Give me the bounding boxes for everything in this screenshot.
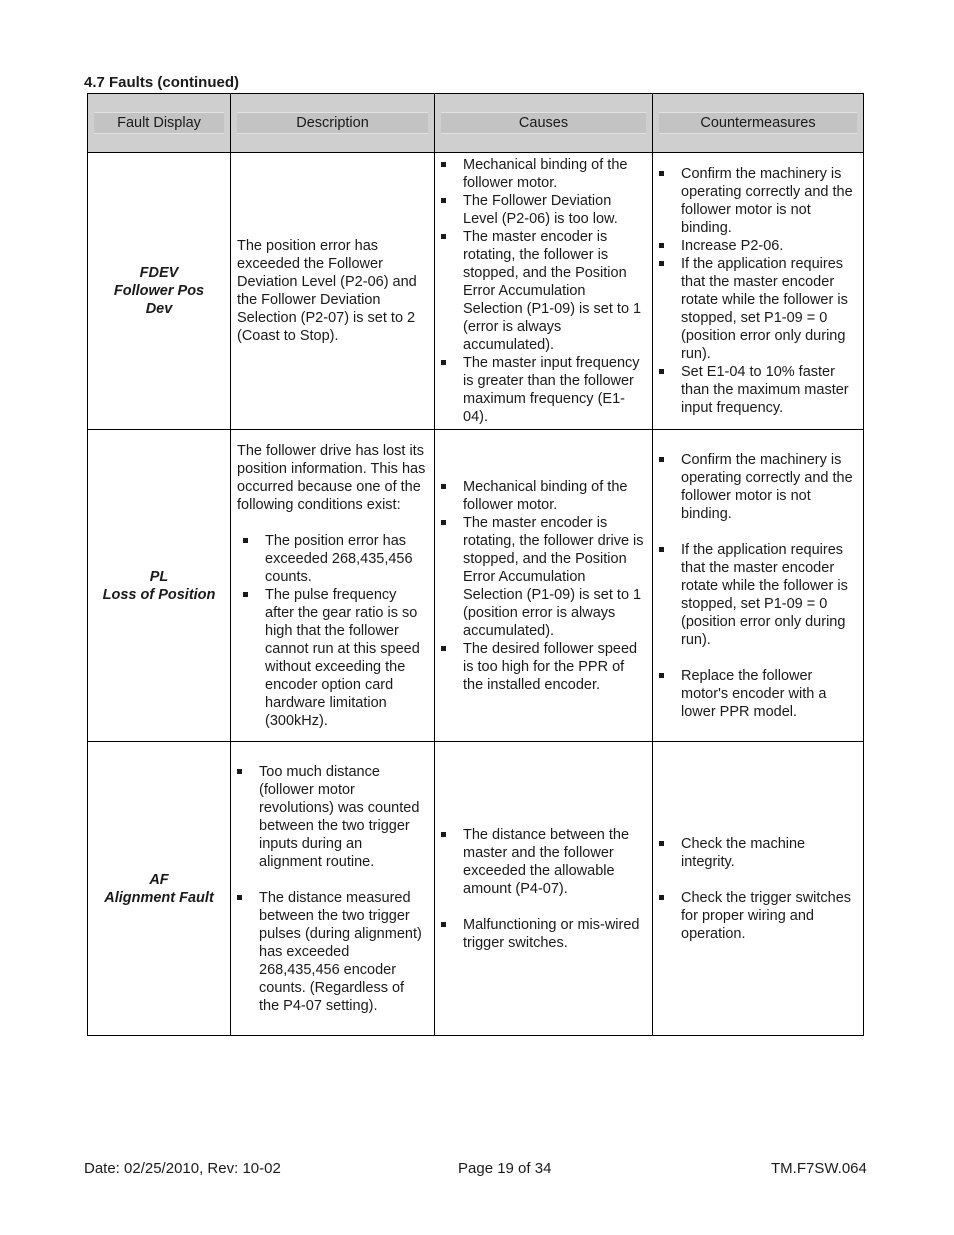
footer-doc-id: TM.F7SW.064 [771,1160,867,1177]
countermeasures-cell [653,430,864,742]
list-item: The master input frequency is greater than the follower maximum frequency (E1-04). [435,354,646,426]
list-item: Mechanical binding of the follower motor. [435,156,646,192]
list-item: Too much distance (follower motor revolutions) was counted between the two trigger inputs during an alignment routine. [231,763,428,871]
description-text: The follower drive has lost its position information. This has occurred because one of the following conditions exist: [237,442,426,513]
table-row [88,153,864,430]
fault-display-cell [88,430,231,742]
faults-table [87,93,864,1036]
list-item: Replace the follower motor's encoder with a lower PPR model. [653,667,857,721]
causes-list [435,826,646,952]
list-item: If the application requires that the master encoder rotate while the follower is stopped, set P1-09 = 0 (position error only during run). [653,541,857,649]
header-causes: Causes [435,94,653,153]
fault-code: AF [149,871,169,888]
description-cell [231,153,435,430]
list-item: The Follower Deviation Level (P2-06) is too low. [435,192,646,228]
table-header-row [88,94,864,153]
list-item: Mechanical binding of the follower motor. [435,478,646,514]
list-item: Confirm the machinery is operating correctly and the follower motor is not binding. [653,451,857,523]
countermeasures-list [653,835,857,943]
footer-date: Date: 02/25/2010, Rev: 10-02 [84,1160,281,1177]
list-item: The desired follower speed is too high for the PPR of the installed encoder. [435,640,646,694]
list-item: Confirm the machinery is operating correctly and the follower motor is not binding. [653,165,857,237]
fault-name: Alignment Fault [104,889,214,906]
countermeasures-list [653,165,857,417]
description-cell [231,430,435,742]
fault-code: PL [149,568,169,585]
list-item: Check the machine integrity. [653,835,857,871]
header-countermeasures: Countermeasures [653,94,864,153]
list-item: Set E1-04 to 10% faster than the maximum master input frequency. [653,363,857,417]
header-description: Description [231,94,435,153]
causes-list [435,478,646,694]
description-cell [231,742,435,1036]
list-item: Malfunctioning or mis-wired trigger switches. [435,916,646,952]
list-item: Increase P2-06. [653,237,857,255]
description-list [231,763,428,1015]
list-item: The position error has exceeded 268,435,456 counts. [237,532,428,586]
fault-name: Follower Pos Dev [113,283,205,317]
description-list [237,532,428,730]
countermeasures-list [653,451,857,721]
list-item: The distance measured between the two trigger pulses (during alignment) has exceeded 268,435,456 encoder counts. (Regardless of the P4-07 setting). [231,889,428,1015]
causes-cell [435,742,653,1036]
list-item: If the application requires that the master encoder rotate while the follower is stopped, set P1-09 = 0 (position error only during run). [653,255,857,363]
list-item: Check the trigger switches for proper wiring and operation. [653,889,857,943]
fault-display-cell [88,153,231,430]
causes-list [435,156,646,426]
fault-display-cell [88,742,231,1036]
countermeasures-cell [653,153,864,430]
header-fault-display: Fault Display [88,94,231,153]
list-item: The pulse frequency after the gear ratio is so high that the follower cannot run at this speed without exceeding the encoder option card hardware limitation (300kHz). [237,586,428,730]
section-title: 4.7 Faults (continued) [84,74,240,91]
description-text: The position error has exceeded the Follower Deviation Level (P2-06) and the Follower Deviation Selection (P2-07) is set to 2 (Coast to Stop). [237,238,417,344]
list-item: The distance between the master and the follower exceeded the allowable amount (P4-07). [435,826,646,898]
table-row [88,430,864,742]
causes-cell [435,430,653,742]
fault-name: Loss of Position [102,586,216,603]
table-row [88,742,864,1036]
causes-cell [435,153,653,430]
fault-code: FDEV [139,265,179,281]
list-item: The master encoder is rotating, the follower drive is stopped, and the Position Error Accumulation Selection (P1-09) is set to 1 (position error is always accumulated). [435,514,646,640]
countermeasures-cell [653,742,864,1036]
list-item: The master encoder is rotating, the follower is stopped, and the Position Error Accumulation Selection (P1-09) is set to 1 (error is always accumulated). [435,228,646,354]
footer-page-number: Page 19 of 34 [458,1160,552,1177]
